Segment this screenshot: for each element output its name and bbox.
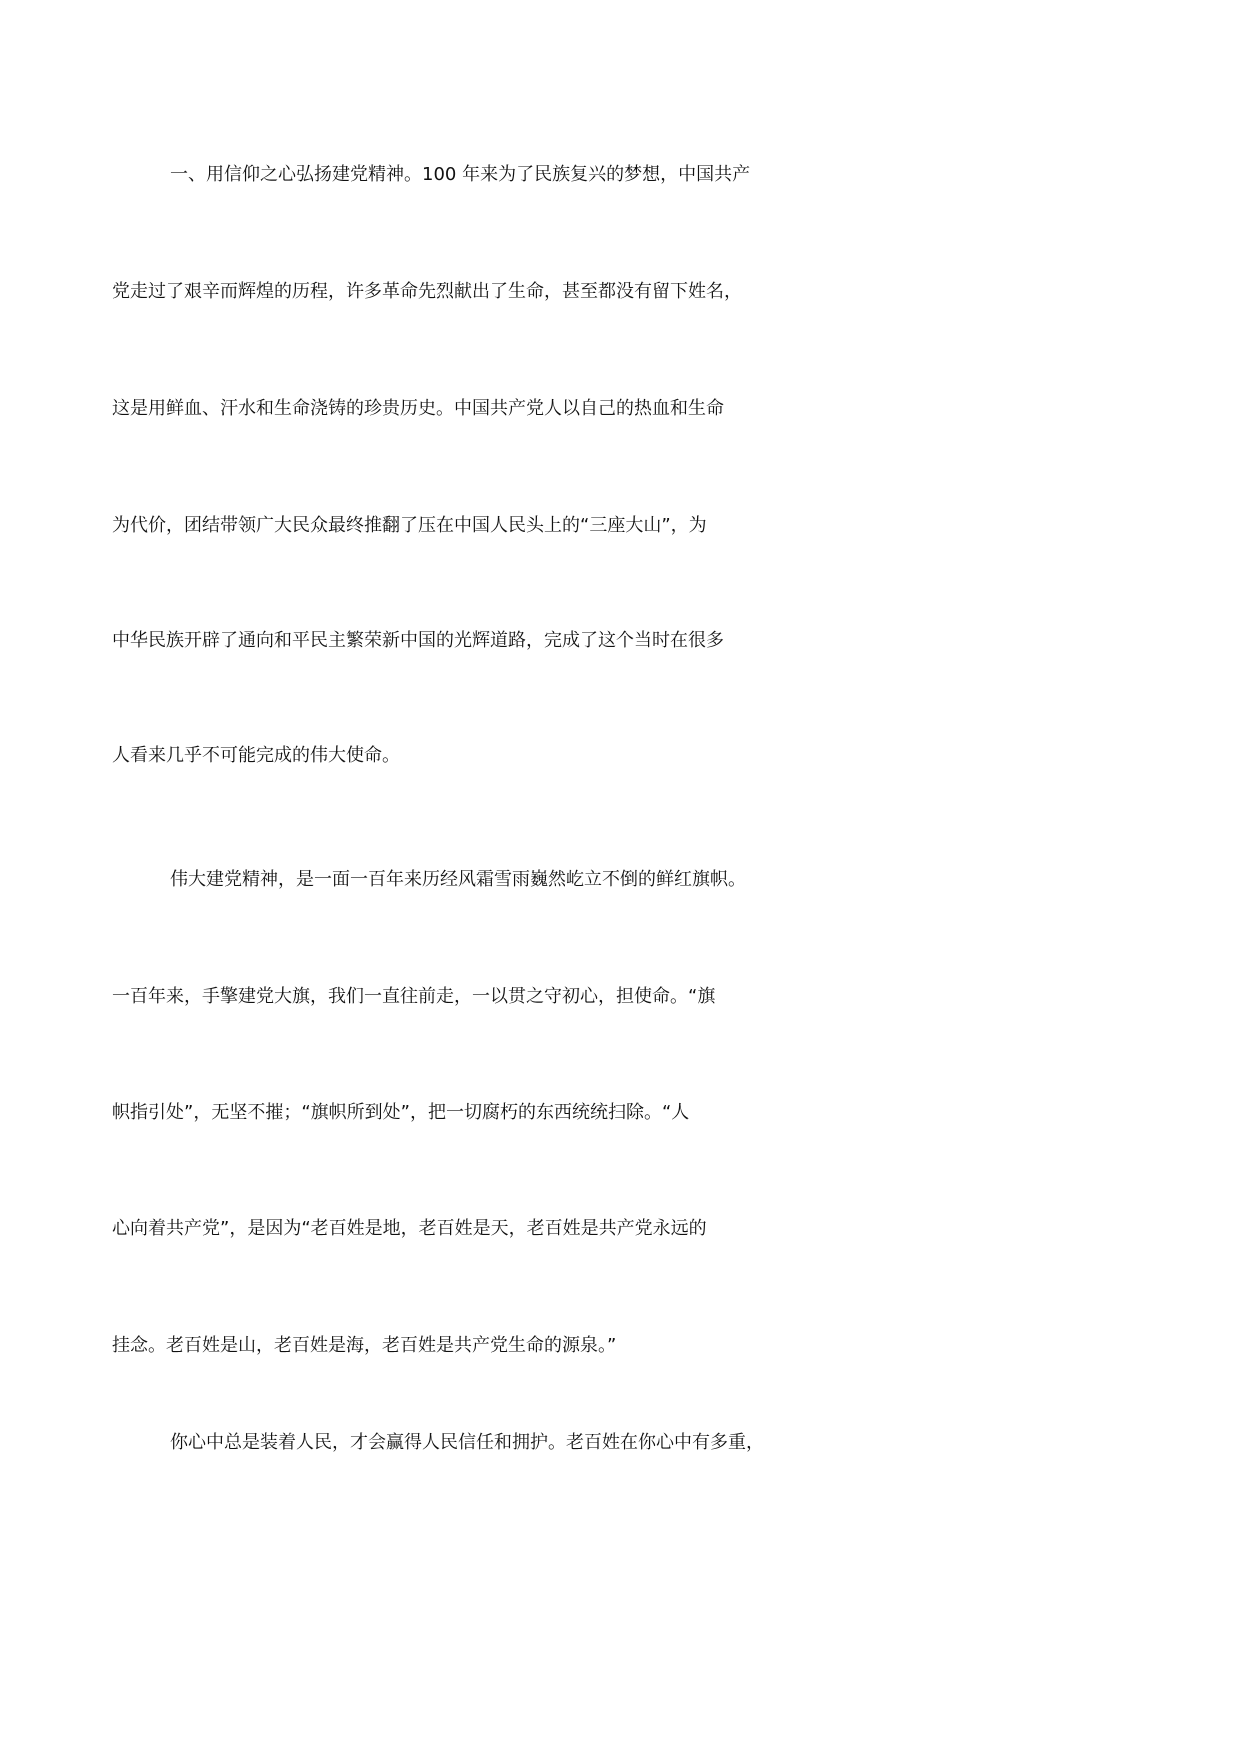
text-line: 人看来几乎不可能完成的伟大使命。 [112, 745, 400, 766]
text-line: 一、用信仰之心弘扬建党精神。100 年来为了民族复兴的梦想，中国共产 [170, 164, 751, 185]
text-line: 伟大建党精神，是一面一百年来历经风霜雪雨巍然屹立不倒的鲜红旗帜。 [170, 869, 746, 890]
text-line: 为代价，团结带领广大民众最终推翻了压在中国人民头上的“三座大山”，为 [112, 515, 707, 536]
text-line: 一百年来，手擎建党大旗，我们一直往前走，一以贯之守初心，担使命。“旗 [112, 986, 716, 1007]
text-line: 挂念。老百姓是山，老百姓是海，老百姓是共产党生命的源泉。” [112, 1335, 617, 1356]
text-line: 党走过了艰辛而辉煌的历程，许多革命先烈献出了生命，甚至都没有留下姓名， [112, 281, 742, 302]
text-line: 帜指引处”，无坚不摧；“旗帜所到处”，把一切腐朽的东西统统扫除。“人 [112, 1102, 690, 1123]
text-line: 心向着共产党”，是因为“老百姓是地，老百姓是天，老百姓是共产党永远的 [112, 1218, 707, 1239]
text-line: 中华民族开辟了通向和平民主繁荣新中国的光辉道路，完成了这个当时在很多 [112, 630, 724, 651]
text-line: 这是用鲜血、汗水和生命浇铸的珍贵历史。中国共产党人以自己的热血和生命 [112, 398, 724, 419]
text-line: 你心中总是装着人民，才会赢得人民信任和拥护。老百姓在你心中有多重， [170, 1432, 764, 1453]
